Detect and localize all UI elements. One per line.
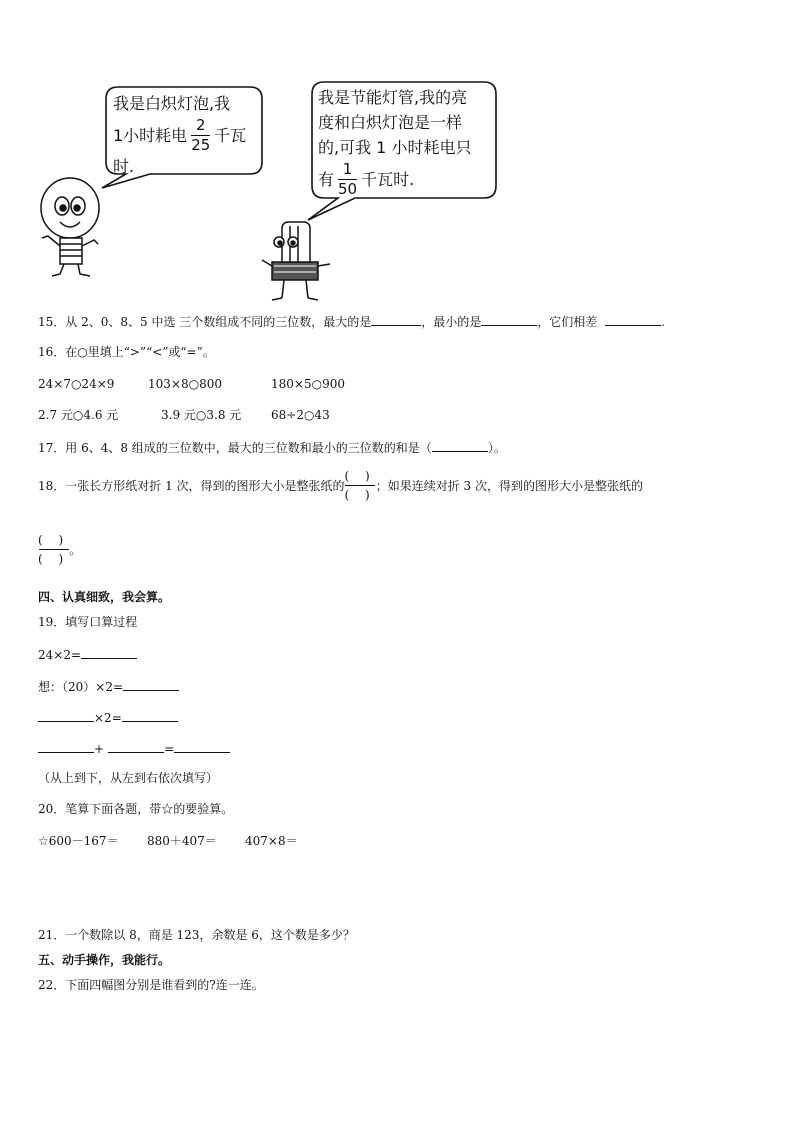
bulb-bubble-text xyxy=(113,91,246,179)
question-15: 15．从 2、0、8、5 中选 三个数组成不同的三位数，最大的是 ，最小的是 ，它们相差 . xyxy=(38,315,665,329)
q19-line3: ×2= xyxy=(38,709,178,726)
section-5-heading: 五、动手操作，我能行。 xyxy=(38,953,171,967)
bulb-bubble-line2: 1小时耗电 2 25 千瓦 xyxy=(113,115,247,154)
question-21: 21．一个数除以 8，商是 123，余数是 6，这个数是多少？ xyxy=(38,928,355,942)
question-17: 17．用 6、4、8 组成的三位数中，最大的三位数和最小的三位数的和是（ ）。 xyxy=(38,441,506,455)
q20-item: 880＋407＝ xyxy=(147,834,217,848)
q20-item: 407×8＝ xyxy=(245,834,298,848)
q15-answer-diff[interactable] xyxy=(605,313,661,326)
q20-item: ☆600－167＝ xyxy=(38,834,119,848)
q16-item: 3.9 元○3.8 元 xyxy=(161,408,242,422)
q15-answer-max[interactable] xyxy=(371,313,421,326)
section-4-heading: 四、认真细致，我会算。 xyxy=(38,590,171,604)
q19-answer-1[interactable] xyxy=(81,646,137,659)
q19-answer-4[interactable] xyxy=(122,709,178,722)
q16-item: 180×5○900 xyxy=(271,377,345,391)
tube-bubble-text xyxy=(318,85,471,198)
tube-bubble-line2: 度和白炽灯泡是一样 xyxy=(318,113,463,132)
q19-answer-2[interactable] xyxy=(123,678,179,691)
question-18-continued: ( ) ( ) 。 xyxy=(38,533,82,566)
q19-line2: 想：（20）×2= xyxy=(38,678,179,695)
energy-saving-tube-character xyxy=(262,222,330,300)
q19-answer-3[interactable] xyxy=(38,709,94,722)
q15-answer-min[interactable] xyxy=(481,313,537,326)
question-16-title: 16．在○里填上“>”“<”或“=”。 xyxy=(38,345,215,359)
q19-line4: + = xyxy=(38,740,230,757)
light-bulb-character xyxy=(41,178,99,276)
q17-answer[interactable] xyxy=(432,439,488,452)
q18-fraction-blank-2[interactable]: ( ) ( ) xyxy=(38,533,70,566)
q16-item: 103×8○800 xyxy=(148,377,222,391)
q18-fraction-blank-1[interactable]: ( ) ( ) xyxy=(344,469,376,502)
q16-item: 68÷2○43 xyxy=(271,408,330,422)
question-20-title: 20．笔算下面各题，带☆的要验算。 xyxy=(38,802,234,816)
tube-bubble-line1: 我是节能灯管,我的亮 xyxy=(318,88,468,107)
q19-answer-7[interactable] xyxy=(174,740,230,753)
bulb-bubble-line1: 我是白炽灯泡,我 xyxy=(113,94,231,113)
tube-bubble-line4: 有 1 50 千瓦时. xyxy=(318,159,415,198)
q16-item: 2.7 元○4.6 元 xyxy=(38,408,119,422)
bulb-fraction: 2 25 xyxy=(191,115,211,154)
question-22: 22．下面四幅图分别是谁看到的?连一连。 xyxy=(38,978,264,992)
tube-fraction: 1 50 xyxy=(338,159,358,198)
q19-answer-6[interactable] xyxy=(108,740,164,753)
q19-line1: 24×2= xyxy=(38,646,137,663)
question-18: 18．一张长方形纸对折 1 次，得到的图形大小是整张纸的 ( ) ( ) ；如果连续对折 3 次，得到的图形大小是整张纸的 xyxy=(38,469,643,502)
q19-note: （从上到下，从左到右依次填写） xyxy=(38,771,219,785)
bulb-bubble-line3: 时. xyxy=(113,157,135,176)
tube-bubble-line3: 的,可我 1 小时耗电只 xyxy=(318,138,472,157)
q16-item: 24×7○24×9 xyxy=(38,377,115,391)
q19-answer-5[interactable] xyxy=(38,740,94,753)
question-19-title: 19．填写口算过程 xyxy=(38,615,138,629)
